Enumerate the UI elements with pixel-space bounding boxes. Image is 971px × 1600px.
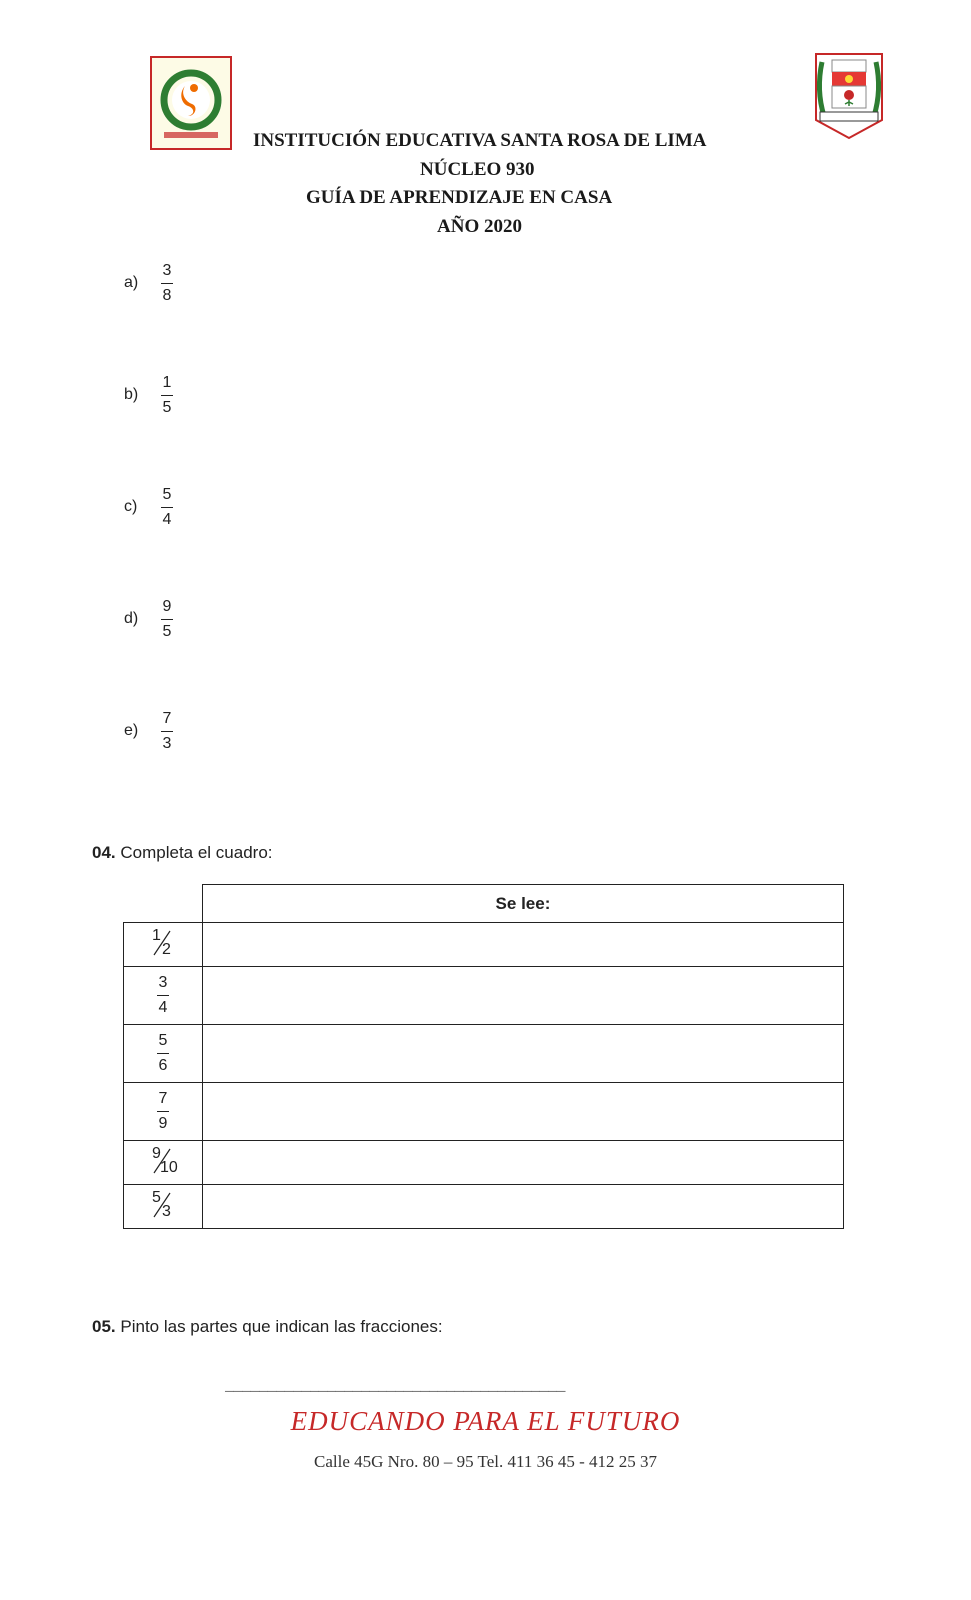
stacked-fraction	[157, 974, 169, 1017]
numerator: 3	[158, 974, 168, 991]
slashed-fraction	[146, 1187, 180, 1221]
question-number: 05.	[92, 1317, 116, 1336]
denominator: 10	[159, 1159, 178, 1176]
fraction-item-b	[124, 374, 244, 420]
fraction-item-c	[124, 486, 244, 532]
denominator: 5	[162, 399, 172, 416]
footer-motto: EDUCANDO PARA EL FUTURO	[290, 1406, 681, 1436]
fraction-bar	[161, 507, 173, 508]
item-label: a)	[124, 274, 139, 291]
denominator: 3	[162, 735, 172, 752]
answer-cell[interactable]	[202, 967, 843, 1025]
answer-cell[interactable]	[202, 1083, 843, 1141]
fraction-bar	[161, 283, 173, 284]
question-05	[92, 1317, 443, 1337]
fraction-item-a	[124, 262, 244, 308]
answer-cell[interactable]	[202, 1185, 843, 1229]
fraction-cell	[124, 1083, 203, 1141]
stacked-fraction	[157, 1090, 169, 1133]
stacked-fraction	[157, 1032, 169, 1075]
item-label: c)	[124, 498, 138, 515]
column-header-se-lee: Se lee:	[202, 885, 843, 923]
footer-address: Calle 45G Nro. 80 – 95 Tel. 411 36 45 - 412 25 37	[313, 1452, 658, 1471]
answer-cell[interactable]	[202, 923, 843, 967]
denominator: 8	[162, 287, 172, 304]
item-label: b)	[124, 386, 139, 403]
table-row	[124, 1025, 844, 1083]
answer-cell[interactable]	[202, 1141, 843, 1185]
question-text: Completa el cuadro:	[120, 843, 273, 862]
fraction-cell	[124, 1141, 203, 1185]
question-number: 04.	[92, 843, 116, 862]
denominator: 4	[158, 999, 168, 1016]
numerator: 9	[162, 598, 172, 615]
year-line: AÑO 2020	[437, 216, 522, 237]
fraction-item-d	[124, 598, 244, 644]
table-row	[124, 1185, 844, 1229]
item-label: d)	[124, 610, 139, 627]
fraction-item-e	[124, 710, 244, 756]
table-corner-cell	[124, 885, 203, 923]
school-shield-logo-right	[812, 50, 886, 142]
nucleus-line: NÚCLEO 930	[420, 159, 535, 180]
numerator: 5	[151, 1189, 161, 1206]
denominator: 9	[158, 1115, 168, 1132]
fraction-cell	[124, 1025, 203, 1083]
fraction-bar	[161, 395, 173, 396]
fraction-bar	[157, 1111, 169, 1112]
question-04	[92, 843, 273, 863]
question-text: Pinto las partes que indican las fracciones:	[120, 1317, 443, 1336]
table-header-row	[124, 885, 844, 923]
fraction-cell	[124, 923, 203, 967]
fraction	[160, 710, 174, 753]
table-row	[124, 1141, 844, 1185]
school-logo-left	[150, 56, 232, 150]
denominator: 3	[161, 1203, 171, 1220]
numerator: 5	[158, 1032, 168, 1049]
fraction	[160, 598, 174, 641]
table-row	[124, 967, 844, 1025]
numerator: 1	[162, 374, 172, 391]
fraction	[160, 374, 174, 417]
fraction-bar	[157, 995, 169, 996]
denominator: 5	[162, 623, 172, 640]
institution-name: INSTITUCIÓN EDUCATIVA SANTA ROSA DE LIMA	[253, 130, 707, 151]
fraction-bar	[157, 1053, 169, 1054]
denominator: 4	[162, 511, 172, 528]
item-label: e)	[124, 722, 139, 739]
fraction-cell	[124, 1185, 203, 1229]
fraction-reading-table	[123, 884, 844, 1229]
fraction	[160, 486, 174, 529]
fraction	[160, 262, 174, 305]
table-row	[124, 923, 844, 967]
numerator: 1	[151, 927, 161, 944]
numerator: 9	[151, 1145, 161, 1162]
slashed-fraction	[146, 925, 180, 959]
numerator: 7	[158, 1090, 168, 1107]
fraction-cell	[124, 967, 203, 1025]
table-row	[124, 1083, 844, 1141]
fraction-bar	[161, 619, 173, 620]
guide-title: GUÍA DE APRENDIZAJE EN CASA	[306, 187, 613, 208]
denominator: 6	[158, 1057, 168, 1074]
footer-rule: ________________________________________	[225, 1378, 566, 1395]
numerator: 7	[162, 710, 172, 727]
numerator: 3	[162, 262, 172, 279]
fraction-bar	[161, 731, 173, 732]
numerator: 5	[162, 486, 172, 503]
denominator: 2	[161, 941, 171, 958]
slashed-fraction	[146, 1143, 180, 1177]
answer-cell[interactable]	[202, 1025, 843, 1083]
